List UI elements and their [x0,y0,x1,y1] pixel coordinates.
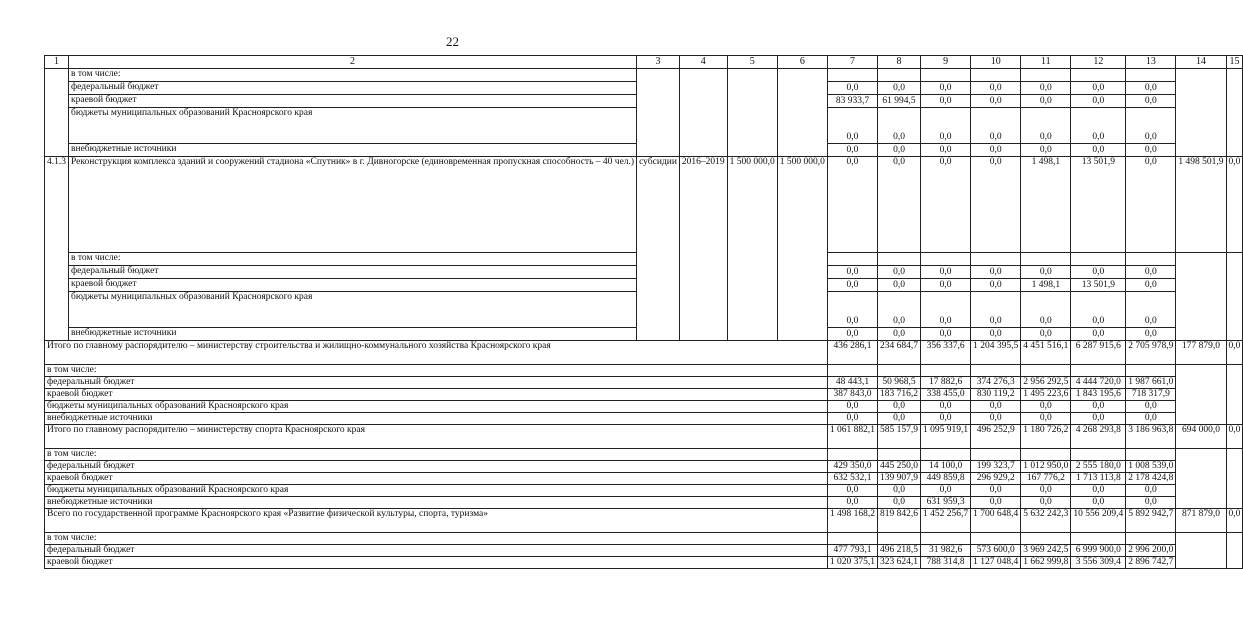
value-cell: 0,0 [921,401,971,413]
cell-type [637,69,680,157]
total-row [45,341,1243,365]
value-cell [827,365,877,377]
row-label: федеральный бюджет [69,266,637,279]
value-cell: 1 452 256,7 [921,509,971,533]
total-row [45,509,1243,533]
value-cell: 31 982,6 [921,545,971,557]
value-cell: 5 632 242,3 [1021,509,1071,533]
item-number: 4.1.3 [45,157,69,341]
value-cell: 0,0 [827,485,877,497]
value-cell: 0,0 [1021,497,1071,509]
value-cell: 0,0 [971,144,1021,157]
row-label: краевой бюджет [45,557,828,569]
item-col6: 1 500 000,0 [777,157,827,341]
value-cell: 0,0 [1126,401,1176,413]
value-cell: 0,0 [1071,144,1126,157]
column-number: 8 [878,56,921,69]
value-cell [827,533,877,545]
value-cell: 0,0 [921,279,971,292]
value-cell: 585 157,9 [878,425,921,449]
value-cell: 0,0 [1226,341,1243,365]
column-number: 7 [827,56,877,69]
value-cell: 0,0 [1021,292,1071,328]
value-cell: 0,0 [971,328,1021,341]
value-cell [1126,69,1176,82]
value-cell: 4 268 293,8 [1071,425,1126,449]
value-cell: 1 495 223,6 [1021,389,1071,401]
value-cell [878,69,921,82]
value-cell: 0,0 [971,279,1021,292]
value-cell: 0,0 [921,292,971,328]
value-cell: 0,0 [1126,485,1176,497]
row-label: внебюджетные источники [69,144,637,157]
value-cell: 338 455,0 [921,389,971,401]
value-cell: 0,0 [971,266,1021,279]
value-cell: 139 907,9 [878,473,921,485]
column-number: 1 [45,56,69,69]
value-cell: 2 705 978,9 [1126,341,1176,365]
value-cell: 0,0 [878,497,921,509]
value-cell: 0,0 [921,413,971,425]
value-cell [878,533,921,545]
column-number: 15 [1226,56,1243,69]
value-cell: 0,0 [1126,279,1176,292]
value-cell [1071,253,1126,266]
row-label: в том числе: [69,253,637,266]
value-cell [1021,533,1071,545]
table-row [45,545,1243,557]
value-cell: 0,0 [827,82,877,95]
value-cell: 496 218,5 [878,545,921,557]
row-label: краевой бюджет [69,279,637,292]
value-cell: 0,0 [921,82,971,95]
value-cell: 0,0 [971,82,1021,95]
value-cell: 0,0 [921,328,971,341]
row-label: внебюджетные источники [69,328,637,341]
value-cell: 0,0 [1071,485,1126,497]
cell-col6 [777,69,827,157]
value-cell: 0,0 [1021,144,1071,157]
value-cell: 631 959,3 [921,497,971,509]
value-cell: 0,0 [1071,292,1126,328]
table-row [45,69,1243,82]
table-row [45,485,1243,497]
value-cell: 819 842,6 [878,509,921,533]
value-cell: 2 956 292,5 [1021,377,1071,389]
item-period: 2016–2019 [679,157,727,341]
column-number: 4 [679,56,727,69]
value-cell: 0,0 [1071,401,1126,413]
value-cell: 0,0 [1126,292,1176,328]
value-cell: 13 501,9 [1071,279,1126,292]
value-cell: 0,0 [878,266,921,279]
value-cell: 4 451 516,1 [1021,341,1071,365]
column-number: 12 [1071,56,1126,69]
value-cell: 0,0 [1071,328,1126,341]
value-cell [971,253,1021,266]
value-cell: 50 968,5 [878,377,921,389]
item-col5: 1 500 000,0 [727,157,777,341]
value-cell: 1 127 048,4 [971,557,1021,569]
value-cell: 0,0 [827,292,877,328]
value-cell [827,253,877,266]
value-cell: 788 314,8 [921,557,971,569]
cell-col14 [1176,533,1226,569]
value-cell: 0,0 [1071,108,1126,144]
value-cell: 1 095 919,1 [921,425,971,449]
value-cell: 0,0 [921,108,971,144]
value-cell: 1 020 375,1 [827,557,877,569]
value-cell: 436 286,1 [827,341,877,365]
row-label: внебюджетные источники [45,497,828,509]
item-name: Реконструкция комплекса зданий и сооружений стадиона «Спутник» в г. Дивногорске (единовременная пропускная способность – 40 чел.) [69,157,637,253]
total-row [45,425,1243,449]
value-cell [878,365,921,377]
value-cell: 718 317,9 [1126,389,1176,401]
value-cell: 1 204 395,5 [971,341,1021,365]
value-cell: 1 498,1 [1021,157,1071,253]
value-cell: 632 532,1 [827,473,877,485]
row-label: бюджеты муниципальных образований Красноярского края [45,401,828,413]
value-cell: 1 987 661,0 [1126,377,1176,389]
value-cell: 449 859,8 [921,473,971,485]
value-cell: 10 556 209,4 [1071,509,1126,533]
value-cell: 1 713 113,8 [1071,473,1126,485]
value-cell: 0,0 [827,328,877,341]
value-cell: 1 843 195,6 [1071,389,1126,401]
value-cell [1071,449,1126,461]
value-cell: 1 012 950,0 [1021,461,1071,473]
value-cell: 0,0 [1226,509,1243,533]
value-cell: 0,0 [971,401,1021,413]
value-cell: 0,0 [921,266,971,279]
row-label: бюджеты муниципальных образований Красноярского края [69,108,637,144]
table-row [45,557,1243,569]
row-label: краевой бюджет [45,389,828,401]
row-label: в том числе: [45,533,828,545]
value-cell [1021,449,1071,461]
value-cell: 0,0 [1226,425,1243,449]
value-cell [971,533,1021,545]
value-cell: 0,0 [878,292,921,328]
value-cell: 0,0 [1126,144,1176,157]
row-label: федеральный бюджет [69,82,637,95]
value-cell: 199 323,7 [971,461,1021,473]
table-row [45,413,1243,425]
value-cell: 0,0 [1021,82,1071,95]
value-cell: 183 716,2 [878,389,921,401]
value-cell: 0,0 [878,413,921,425]
row-label: федеральный бюджет [45,377,828,389]
value-cell: 5 892 942,7 [1126,509,1176,533]
value-cell: 0,0 [1021,266,1071,279]
value-cell: 0,0 [878,279,921,292]
column-number: 13 [1126,56,1176,69]
value-cell: 1 061 882,1 [827,425,877,449]
value-cell: 429 350,0 [827,461,877,473]
value-cell [1021,253,1071,266]
value-cell [971,365,1021,377]
table-row [45,497,1243,509]
item-type: субсидии [637,157,680,341]
value-cell: 1 498,1 [1021,279,1071,292]
value-cell: 296 929,2 [971,473,1021,485]
cell-col14 [1176,449,1226,509]
value-cell: 496 252,9 [971,425,1021,449]
value-cell: 0,0 [827,401,877,413]
cell-col15 [1226,253,1243,341]
value-cell: 1 180 726,2 [1021,425,1071,449]
row-label: внебюджетные источники [45,413,828,425]
value-cell: 1 662 999,8 [1021,557,1071,569]
table-row [45,449,1243,461]
value-cell: 323 624,1 [878,557,921,569]
value-cell: 0,0 [1071,82,1126,95]
value-cell: 3 969 242,5 [1021,545,1071,557]
total-label: Итого по главному распорядителю – министерству спорта Красноярского края [45,425,828,449]
row-label: краевой бюджет [69,95,637,108]
value-cell: 1 498 168,2 [827,509,877,533]
value-cell: 830 119,2 [971,389,1021,401]
value-cell [921,365,971,377]
cell-col15 [1226,533,1243,569]
total-label: Всего по государственной программе Красноярского края «Развитие физической культуры, спорта, туризма» [45,509,828,533]
value-cell [921,69,971,82]
value-cell: 0,0 [1126,95,1176,108]
page-number: 22 [446,34,459,49]
row-label: федеральный бюджет [45,461,828,473]
value-cell: 0,0 [1021,108,1071,144]
cell-col15 [1226,69,1243,157]
value-cell [921,449,971,461]
column-number: 2 [69,56,637,69]
value-cell: 234 684,7 [878,341,921,365]
value-cell: 573 600,0 [971,545,1021,557]
column-number: 3 [637,56,680,69]
cell-number [45,69,69,157]
row-label: в том числе: [45,365,828,377]
column-number: 6 [777,56,827,69]
total-label: Итого по главному распорядителю – министерству строительства и жилищно-коммунального хозяйства Красноярского края [45,341,828,365]
value-cell: 0,0 [878,144,921,157]
row-label: краевой бюджет [45,473,828,485]
value-cell: 0,0 [1126,266,1176,279]
value-cell: 0,0 [1226,157,1243,253]
value-cell: 2 178 424,8 [1126,473,1176,485]
value-cell: 1 498 501,9 [1176,157,1226,253]
table-row [45,533,1243,545]
value-cell: 83 933,7 [827,95,877,108]
value-cell: 0,0 [1071,266,1126,279]
value-cell: 0,0 [1071,413,1126,425]
column-number: 10 [971,56,1021,69]
value-cell: 0,0 [1126,157,1176,253]
value-cell: 0,0 [971,292,1021,328]
value-cell: 0,0 [1126,413,1176,425]
value-cell: 14 100,0 [921,461,971,473]
row-label: в том числе: [45,449,828,461]
value-cell: 48 443,1 [827,377,877,389]
column-number: 11 [1021,56,1071,69]
row-label: бюджеты муниципальных образований Красноярского края [45,485,828,497]
value-cell: 0,0 [921,157,971,253]
value-cell: 0,0 [1126,497,1176,509]
value-cell: 0,0 [827,108,877,144]
value-cell: 0,0 [1126,328,1176,341]
value-cell: 0,0 [878,401,921,413]
value-cell: 0,0 [878,82,921,95]
value-cell: 177 879,0 [1176,341,1226,365]
value-cell: 2 555 180,0 [1071,461,1126,473]
value-cell: 6 999 900,0 [1071,545,1126,557]
cell-col15 [1226,449,1243,509]
value-cell: 0,0 [971,485,1021,497]
value-cell: 0,0 [971,95,1021,108]
table-row [45,461,1243,473]
table-row [45,365,1243,377]
cell-col15 [1226,365,1243,425]
value-cell [1126,533,1176,545]
column-number: 14 [1176,56,1226,69]
value-cell: 0,0 [878,157,921,253]
value-cell [878,253,921,266]
value-cell: 871 879,0 [1176,509,1226,533]
value-cell [971,449,1021,461]
value-cell: 0,0 [921,485,971,497]
value-cell: 167 776,2 [1021,473,1071,485]
value-cell: 0,0 [1071,497,1126,509]
table-row [45,389,1243,401]
header-row [45,56,1243,69]
value-cell [1021,69,1071,82]
cell-col14 [1176,365,1226,425]
value-cell: 0,0 [827,497,877,509]
value-cell [1021,365,1071,377]
value-cell [1071,69,1126,82]
value-cell: 387 843,0 [827,389,877,401]
value-cell: 0,0 [827,144,877,157]
column-number: 9 [921,56,971,69]
cell-col5 [727,69,777,157]
column-number: 5 [727,56,777,69]
value-cell: 3 556 309,4 [1071,557,1126,569]
value-cell: 3 186 963,8 [1126,425,1176,449]
value-cell: 4 444 720,0 [1071,377,1126,389]
value-cell [827,69,877,82]
value-cell: 0,0 [878,485,921,497]
value-cell: 13 501,9 [1071,157,1126,253]
value-cell: 0,0 [971,108,1021,144]
value-cell: 0,0 [1021,95,1071,108]
value-cell: 61 994,5 [878,95,921,108]
value-cell: 0,0 [878,108,921,144]
value-cell: 477 793,1 [827,545,877,557]
value-cell [1071,533,1126,545]
value-cell [1126,253,1176,266]
value-cell: 0,0 [1021,328,1071,341]
cell-col14 [1176,69,1226,157]
value-cell: 0,0 [1021,485,1071,497]
cell-period [679,69,727,157]
row-label: федеральный бюджет [45,545,828,557]
value-cell: 0,0 [827,157,877,253]
value-cell: 0,0 [878,328,921,341]
item-row-4-1-3 [45,157,1243,253]
value-cell: 0,0 [1126,82,1176,95]
value-cell [1071,365,1126,377]
value-cell: 356 337,6 [921,341,971,365]
value-cell: 0,0 [921,95,971,108]
value-cell: 6 287 915,6 [1071,341,1126,365]
value-cell: 0,0 [1021,401,1071,413]
value-cell: 0,0 [971,157,1021,253]
value-cell [1126,449,1176,461]
value-cell: 694 000,0 [1176,425,1226,449]
cell-col14 [1176,253,1226,341]
value-cell: 0,0 [1126,108,1176,144]
table-row [45,401,1243,413]
value-cell: 1 008 539,0 [1126,461,1176,473]
table-row [45,473,1243,485]
value-cell: 445 250,0 [878,461,921,473]
value-cell: 0,0 [827,413,877,425]
value-cell: 0,0 [827,266,877,279]
value-cell [971,69,1021,82]
value-cell: 0,0 [1071,95,1126,108]
value-cell: 0,0 [1021,413,1071,425]
value-cell [878,449,921,461]
value-cell: 0,0 [971,497,1021,509]
row-label: в том числе: [69,69,637,82]
value-cell [827,449,877,461]
value-cell: 0,0 [921,144,971,157]
value-cell [921,253,971,266]
value-cell: 17 882,6 [921,377,971,389]
value-cell [921,533,971,545]
table-row [45,377,1243,389]
row-label: бюджеты муниципальных образований Красноярского края [69,292,637,328]
value-cell: 1 700 648,4 [971,509,1021,533]
value-cell: 374 276,3 [971,377,1021,389]
budget-table [44,55,1243,569]
value-cell: 2 996 200,0 [1126,545,1176,557]
value-cell: 2 896 742,7 [1126,557,1176,569]
value-cell: 0,0 [827,279,877,292]
value-cell: 0,0 [971,413,1021,425]
value-cell [1126,365,1176,377]
